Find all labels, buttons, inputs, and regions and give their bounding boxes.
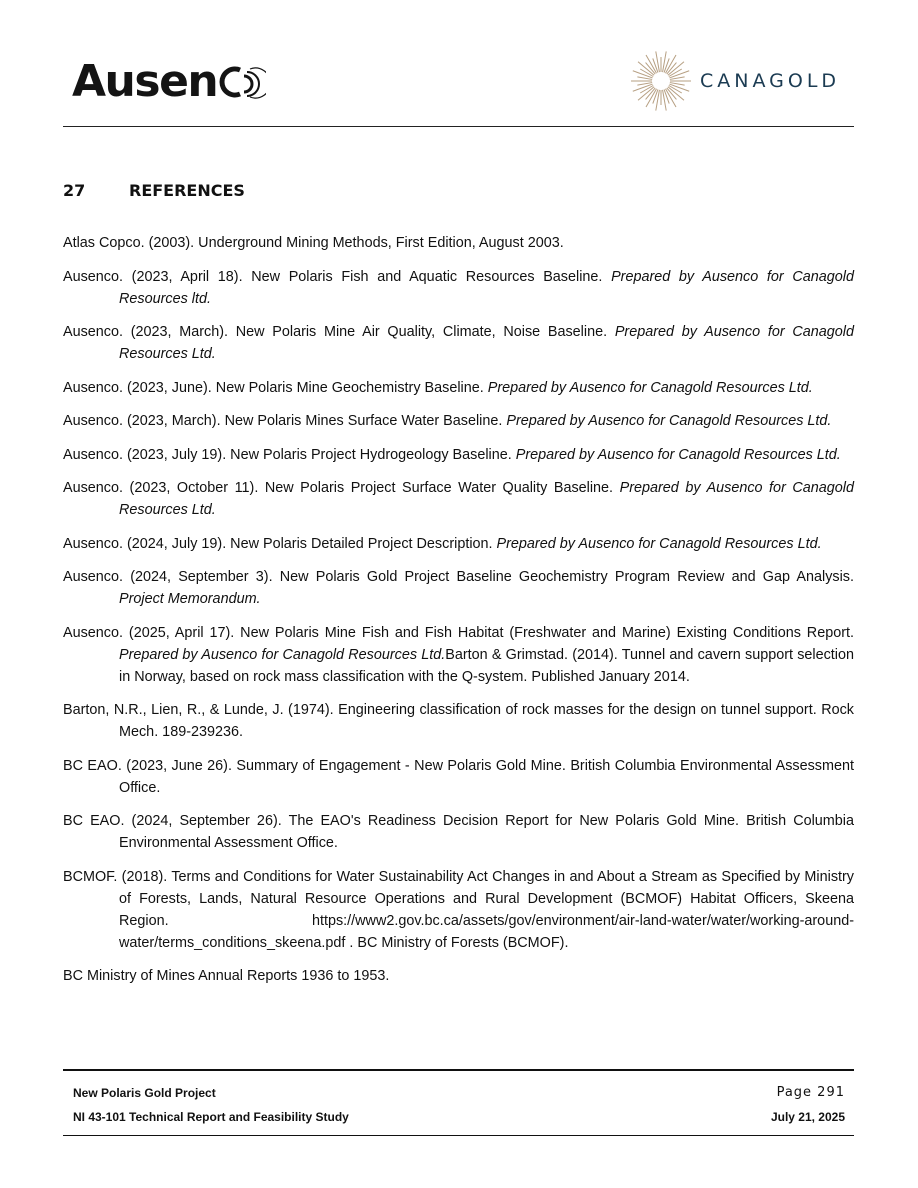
reference-text: Ausenco. (2023, June). New Polaris Mine Geochemistry Baseline.: [63, 379, 488, 396]
reference-text: Ausenco. (2025, April 17). New Polaris Mine Fish and Fish Habitat (Freshwater and Marine) Existing Conditions Report.: [63, 624, 854, 641]
reference-source: Prepared by Ausenco for Canagold Resources ltd.: [119, 268, 854, 307]
reference-source: Prepared by Ausenco for Canagold Resources Ltd.: [496, 535, 822, 552]
reference-entry: [63, 755, 854, 799]
section-title: REFERENCES: [129, 181, 245, 200]
reference-entry: [63, 232, 854, 254]
ausenco-logo: [72, 56, 266, 107]
reference-text: Ausenco. (2023, October 11). New Polaris Project Surface Water Quality Baseline.: [63, 480, 620, 496]
reference-source: Prepared by Ausenco for Canagold Resources Ltd.: [119, 646, 446, 663]
reference-entry: [63, 321, 854, 365]
reference-text-continued: Barton & Grimstad. (2014). Tunnel and cavern support selection in Norway, based on rock mass classification with the Q-system. Published January 2014.: [119, 646, 855, 685]
reference-text: BC EAO. (2024, September 26). The EAO's Readiness Decision Report for New Polaris Gold Mine. British Columbia Environmental Assessment Office.: [63, 813, 854, 851]
ausenco-logo-text: Ausen: [72, 56, 218, 107]
footer-divider-bottom: [63, 1135, 854, 1136]
canagold-sunburst-icon: [630, 50, 692, 112]
reference-source: Prepared by Ausenco for Canagold Resources Ltd.: [487, 379, 813, 396]
footer-project-name: New Polaris Gold Project: [73, 1086, 216, 1100]
footer-date: July 21, 2025: [770, 1110, 845, 1124]
reference-entry: [63, 477, 854, 521]
footer-report-title: NI 43-101 Technical Report and Feasibility Study: [73, 1110, 349, 1124]
reference-text: Ausenco. (2024, September 3). New Polaris Gold Project Baseline Geochemistry Program Review and Gap Analysis.: [63, 569, 854, 585]
reference-entry: [63, 410, 854, 432]
reference-text: Ausenco. (2023, April 18). New Polaris Fish and Aquatic Resources Baseline.: [63, 268, 612, 285]
reference-source: Prepared by Ausenco for Canagold Resources Ltd.: [506, 413, 832, 429]
reference-text: Atlas Copco. (2003). Underground Mining Methods, First Edition, August 2003.: [63, 235, 564, 251]
reference-source: Prepared by Ausenco for Canagold Resources Ltd.: [119, 324, 854, 362]
canagold-logo-text: CANAGOLD: [700, 70, 841, 92]
reference-source: Prepared by Ausenco for Canagold Resources Ltd.: [119, 480, 854, 518]
section-heading: [63, 181, 245, 200]
footer-divider-top: [63, 1069, 854, 1071]
reference-list: [63, 232, 854, 999]
reference-source: Project Memorandum.: [119, 591, 261, 607]
reference-entry: [63, 699, 854, 743]
section-number: 27: [63, 181, 86, 200]
reference-text: Ausenco. (2023, March). New Polaris Mine Air Quality, Climate, Noise Baseline.: [63, 324, 615, 340]
reference-entry: [63, 810, 854, 854]
reference-text: BC Ministry of Mines Annual Reports 1936 to 1953.: [63, 968, 390, 984]
reference-entry: [63, 965, 854, 987]
reference-text: Barton, N.R., Lien, R., & Lunde, J. (1974). Engineering classification of rock masses for the design on tunnel support. Rock Mech. 189-239236.: [63, 702, 854, 740]
reference-source: Prepared by Ausenco for Canagold Resources Ltd.: [515, 446, 841, 463]
canagold-logo: [630, 50, 840, 112]
reference-entry: [63, 377, 854, 399]
reference-entry: [63, 622, 854, 688]
reference-text: Ausenco. (2024, July 19). New Polaris Detailed Project Description.: [63, 535, 497, 552]
reference-text: Ausenco. (2023, March). New Polaris Mines Surface Water Baseline.: [63, 413, 507, 429]
reference-entry: [63, 444, 854, 466]
reference-entry: [63, 866, 854, 954]
reference-entry: [63, 266, 854, 310]
reference-text: Ausenco. (2023, July 19). New Polaris Project Hydrogeology Baseline.: [63, 446, 516, 463]
ausenco-swirl-icon: [218, 64, 266, 100]
reference-text: BC EAO. (2023, June 26). Summary of Engagement - New Polaris Gold Mine. British Columbia Environmental Assessment Office.: [63, 757, 854, 796]
header-divider: [63, 126, 854, 127]
reference-entry: [63, 566, 854, 610]
footer-page-number: Page 291: [776, 1085, 845, 1100]
reference-text: BCMOF. (2018). Terms and Conditions for Water Sustainability Act Changes in and About a Stream as Specified by Ministry of Forests, Lands, Natural Resource Operations and Rural Development (BCMOF) Habitat Officers, Skeena Region. https://www2.gov.bc.ca/assets/gov/environment/air-land-water/water/working-around-water/terms_conditions_skeena.pdf . BC Ministry of Forests (BCMOF).: [63, 868, 854, 951]
reference-entry: [63, 533, 854, 555]
